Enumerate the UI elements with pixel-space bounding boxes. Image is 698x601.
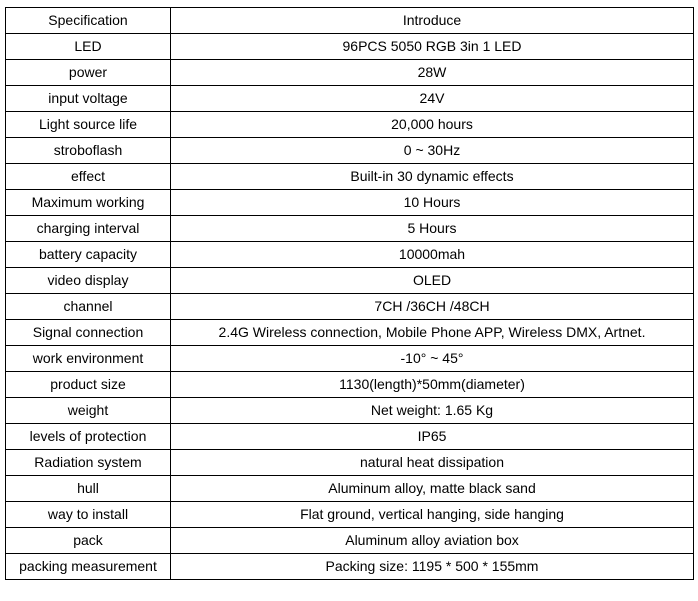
spec-value: 0 ~ 30Hz: [171, 138, 694, 164]
spec-value: Aluminum alloy aviation box: [171, 528, 694, 554]
spec-name: effect: [6, 164, 171, 190]
spec-value: Aluminum alloy, matte black sand: [171, 476, 694, 502]
spec-name: Light source life: [6, 112, 171, 138]
table-row: [6, 294, 694, 320]
spec-name: LED: [6, 34, 171, 60]
spec-name: way to install: [6, 502, 171, 528]
table-row: [6, 34, 694, 60]
table-row: [6, 320, 694, 346]
spec-value: 2.4G Wireless connection, Mobile Phone APP, Wireless DMX, Artnet.: [171, 320, 694, 346]
table-header-row: [6, 8, 694, 34]
spec-name: Radiation system: [6, 450, 171, 476]
table-row: [6, 138, 694, 164]
spec-name: channel: [6, 294, 171, 320]
spec-name: video display: [6, 268, 171, 294]
spec-name: pack: [6, 528, 171, 554]
spec-value: Flat ground, vertical hanging, side hanging: [171, 502, 694, 528]
spec-value: 10000mah: [171, 242, 694, 268]
spec-name: packing measurement: [6, 554, 171, 580]
table-row: [6, 554, 694, 580]
table-row: [6, 372, 694, 398]
table-row: [6, 502, 694, 528]
spec-value: Packing size: 1195 * 500 * 155mm: [171, 554, 694, 580]
spec-name: Maximum working: [6, 190, 171, 216]
spec-value: IP65: [171, 424, 694, 450]
spec-name: Signal connection: [6, 320, 171, 346]
table-row: [6, 86, 694, 112]
table-row: [6, 60, 694, 86]
spec-value: 10 Hours: [171, 190, 694, 216]
spec-name: work environment: [6, 346, 171, 372]
spec-value: Built-in 30 dynamic effects: [171, 164, 694, 190]
spec-value: 1130(length)*50mm(diameter): [171, 372, 694, 398]
spec-name: weight: [6, 398, 171, 424]
table-row: [6, 268, 694, 294]
spec-value: 5 Hours: [171, 216, 694, 242]
spec-value: 7CH /36CH /48CH: [171, 294, 694, 320]
spec-name: product size: [6, 372, 171, 398]
header-specification: Specification: [6, 8, 171, 34]
table-row: [6, 190, 694, 216]
table-row: [6, 216, 694, 242]
table-row: [6, 424, 694, 450]
spec-value: natural heat dissipation: [171, 450, 694, 476]
table-row: [6, 398, 694, 424]
header-introduce: Introduce: [171, 8, 694, 34]
table-row: [6, 346, 694, 372]
spec-name: stroboflash: [6, 138, 171, 164]
spec-name: battery capacity: [6, 242, 171, 268]
spec-value: 28W: [171, 60, 694, 86]
spec-value: 20,000 hours: [171, 112, 694, 138]
table-row: [6, 164, 694, 190]
spec-name: levels of protection: [6, 424, 171, 450]
table-row: [6, 242, 694, 268]
spec-table: [5, 7, 694, 580]
spec-name: input voltage: [6, 86, 171, 112]
table-row: [6, 528, 694, 554]
spec-table-body: [6, 8, 694, 580]
spec-value: -10° ~ 45°: [171, 346, 694, 372]
spec-name: power: [6, 60, 171, 86]
spec-value: OLED: [171, 268, 694, 294]
spec-value: 24V: [171, 86, 694, 112]
spec-name: charging interval: [6, 216, 171, 242]
table-row: [6, 476, 694, 502]
table-row: [6, 112, 694, 138]
table-row: [6, 450, 694, 476]
spec-value: Net weight: 1.65 Kg: [171, 398, 694, 424]
spec-value: 96PCS 5050 RGB 3in 1 LED: [171, 34, 694, 60]
spec-name: hull: [6, 476, 171, 502]
